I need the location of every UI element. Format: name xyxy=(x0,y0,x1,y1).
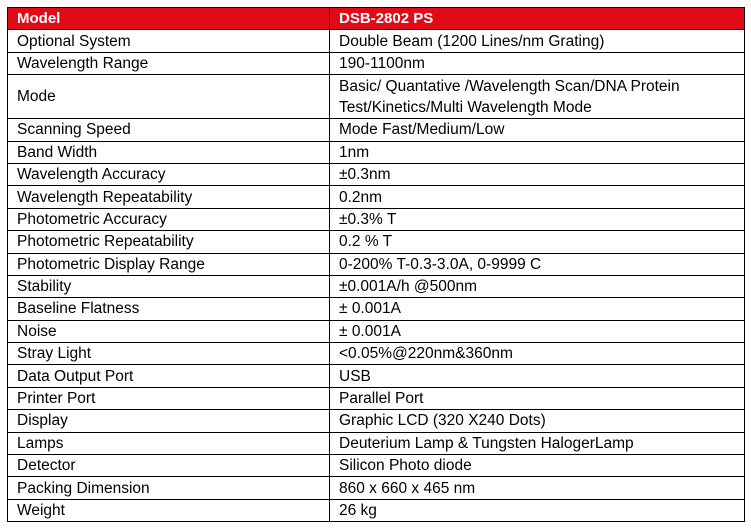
table-row xyxy=(8,275,745,297)
table-row xyxy=(8,298,745,320)
table-row xyxy=(8,432,745,454)
table-row xyxy=(8,141,745,163)
row-label: Baseline Flatness xyxy=(8,298,330,320)
row-value: 190-1100nm xyxy=(330,52,745,74)
row-label: Photometric Display Range xyxy=(8,253,330,275)
table-row xyxy=(8,75,745,119)
table-row xyxy=(8,52,745,74)
table-row xyxy=(8,387,745,409)
row-value: Double Beam (1200 Lines/nm Grating) xyxy=(330,30,745,52)
row-label: Packing Dimension xyxy=(8,477,330,499)
row-value: 860 x 660 x 465 nm xyxy=(330,477,745,499)
row-label: Detector xyxy=(8,455,330,477)
row-value: 0.2 % T xyxy=(330,231,745,253)
spec-table-container xyxy=(7,7,745,522)
row-label: Wavelength Range xyxy=(8,52,330,74)
header-label-cell: Model xyxy=(8,8,330,30)
table-row xyxy=(8,30,745,52)
table-row xyxy=(8,477,745,499)
row-label: Display xyxy=(8,410,330,432)
row-label: Wavelength Repeatability xyxy=(8,186,330,208)
row-label: Wavelength Accuracy xyxy=(8,163,330,185)
row-value: 26 kg xyxy=(330,499,745,521)
row-value: ± 0.001A xyxy=(330,320,745,342)
row-value: ±0.001A/h @500nm xyxy=(330,275,745,297)
table-row xyxy=(8,231,745,253)
table-row xyxy=(8,163,745,185)
table-row xyxy=(8,320,745,342)
row-value: Silicon Photo diode xyxy=(330,455,745,477)
table-row xyxy=(8,410,745,432)
table-header-row xyxy=(8,8,745,30)
row-label: Noise xyxy=(8,320,330,342)
row-value: 0.2nm xyxy=(330,186,745,208)
table-row xyxy=(8,365,745,387)
row-label: Data Output Port xyxy=(8,365,330,387)
row-label: Mode xyxy=(8,75,330,119)
row-value: Graphic LCD (320 X240 Dots) xyxy=(330,410,745,432)
row-value: USB xyxy=(330,365,745,387)
row-label: Optional System xyxy=(8,30,330,52)
table-row xyxy=(8,208,745,230)
row-value: <0.05%@220nm&360nm xyxy=(330,343,745,365)
spec-table xyxy=(7,7,745,522)
table-row xyxy=(8,186,745,208)
row-label: Printer Port xyxy=(8,387,330,409)
table-row xyxy=(8,119,745,141)
row-label: Weight xyxy=(8,499,330,521)
row-label: Photometric Accuracy xyxy=(8,208,330,230)
row-label: Photometric Repeatability xyxy=(8,231,330,253)
table-row xyxy=(8,253,745,275)
row-value: 1nm xyxy=(330,141,745,163)
row-label: Lamps xyxy=(8,432,330,454)
row-label: Band Width xyxy=(8,141,330,163)
row-value: Basic/ Quantative /Wavelength Scan/DNA Protein Test/Kinetics/Multi Wavelength Mode xyxy=(330,75,745,119)
row-label: Stray Light xyxy=(8,343,330,365)
table-row xyxy=(8,455,745,477)
row-value: 0-200% T-0.3-3.0A, 0-9999 C xyxy=(330,253,745,275)
header-value-cell: DSB-2802 PS xyxy=(330,8,745,30)
row-value: ± 0.001A xyxy=(330,298,745,320)
row-value: Parallel Port xyxy=(330,387,745,409)
row-value: ±0.3% T xyxy=(330,208,745,230)
row-label: Scanning Speed xyxy=(8,119,330,141)
table-row xyxy=(8,343,745,365)
row-value: Deuterium Lamp & Tungsten HalogerLamp xyxy=(330,432,745,454)
table-row xyxy=(8,499,745,521)
row-label: Stability xyxy=(8,275,330,297)
row-value: Mode Fast/Medium/Low xyxy=(330,119,745,141)
row-value: ±0.3nm xyxy=(330,163,745,185)
